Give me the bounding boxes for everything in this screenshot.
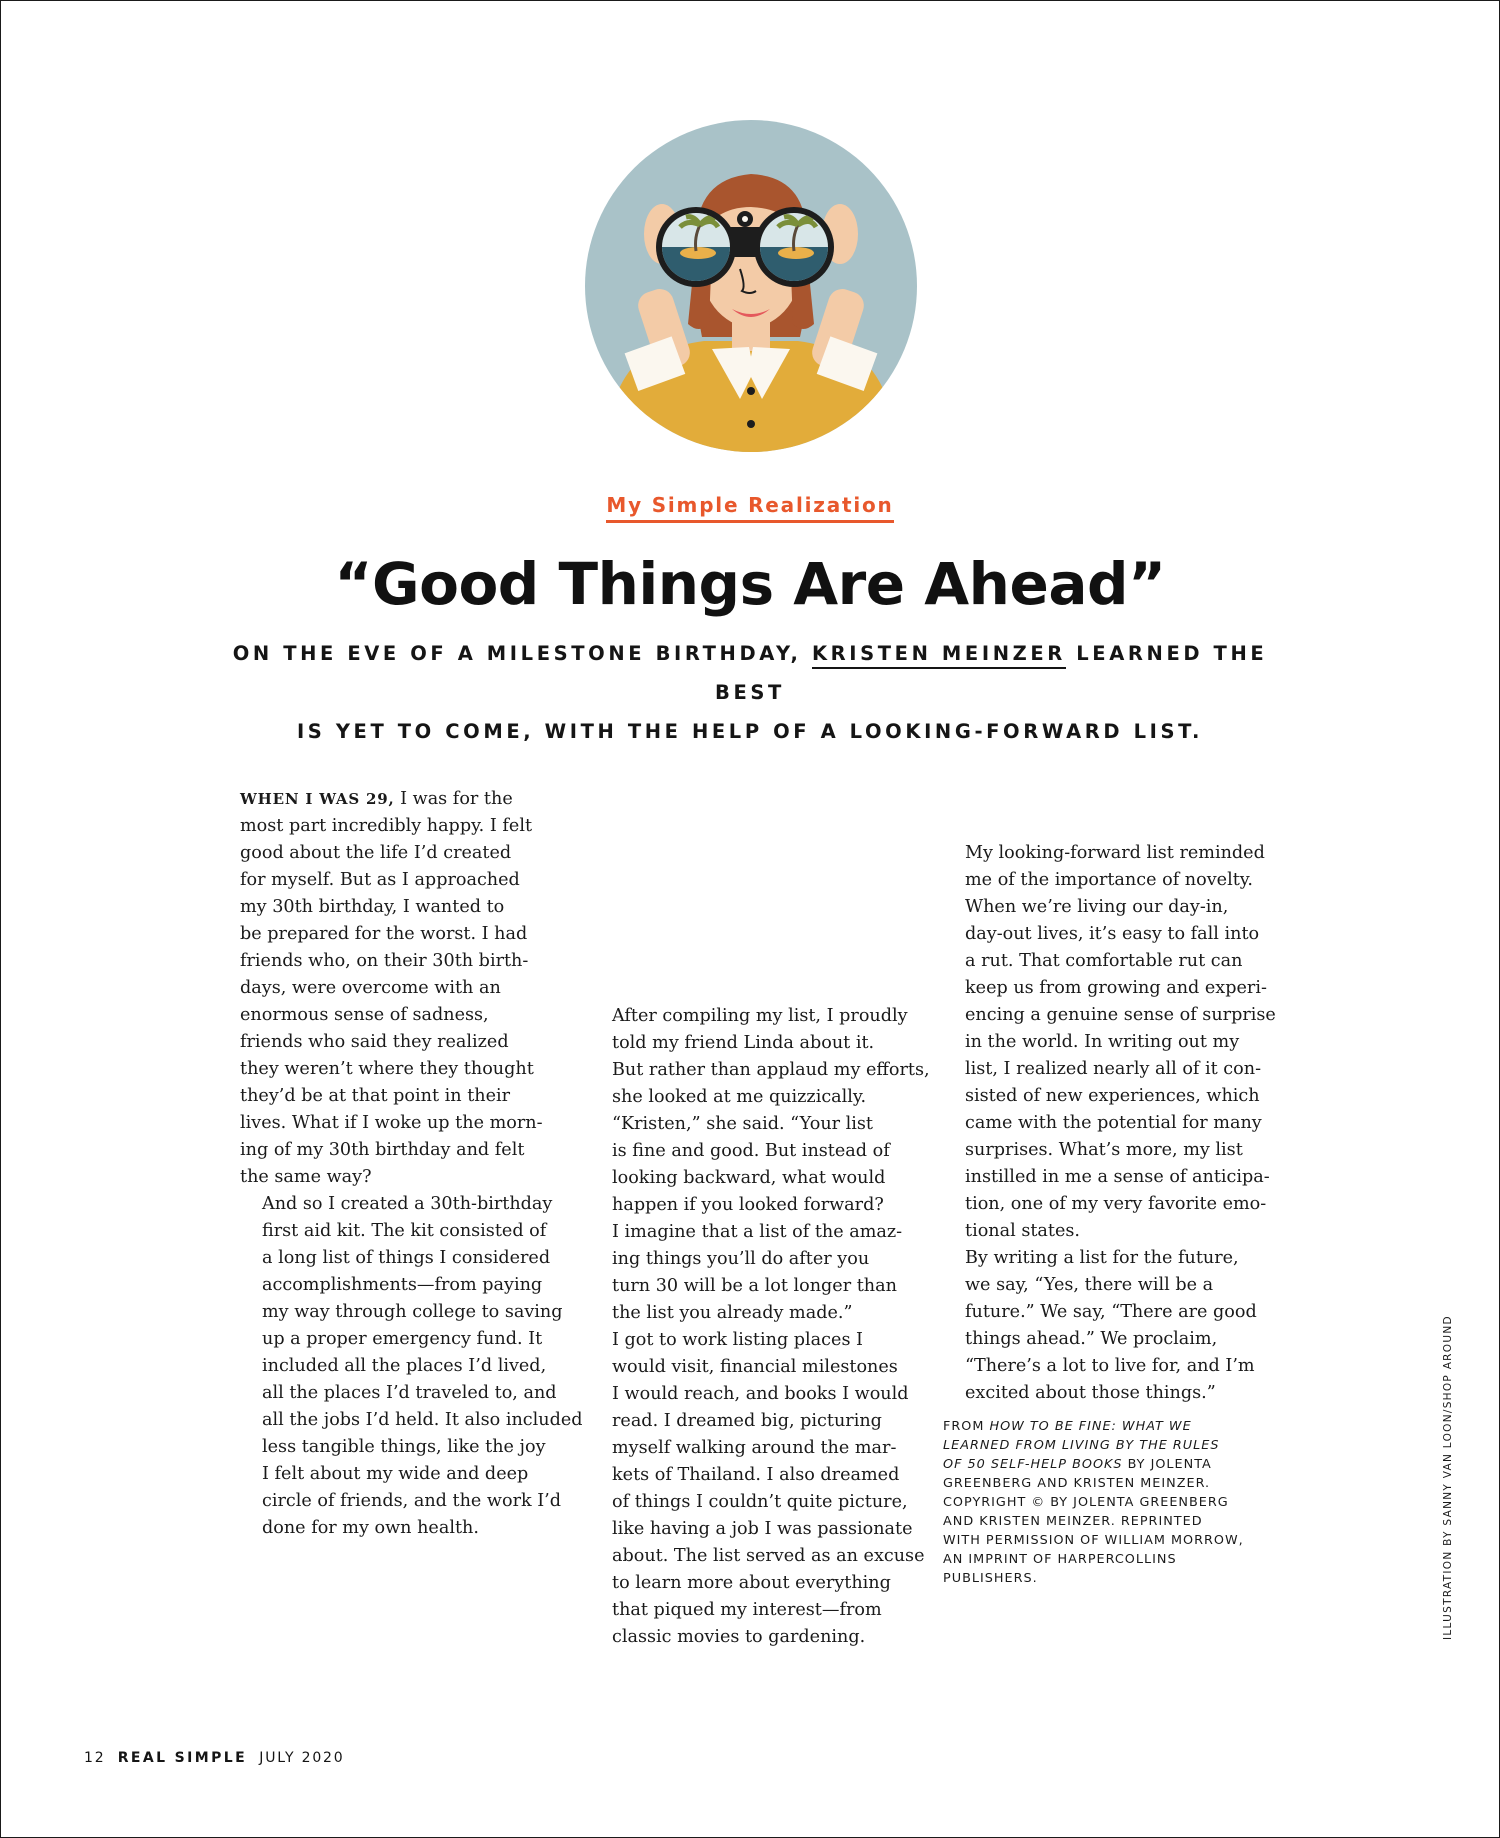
text-line: “There’s a lot to live for, and I’m xyxy=(965,1356,1255,1376)
section-kicker xyxy=(0,493,1500,523)
article-paragraph xyxy=(590,1111,920,1327)
page-number: 12 xyxy=(84,1750,106,1766)
text-line: And so I created a 30th-birthday xyxy=(262,1194,553,1214)
text-line: I felt about my wide and deep xyxy=(262,1464,529,1484)
text-line: my 30th birthday, I wanted to xyxy=(240,897,505,917)
text-line: But rather than applaud my efforts, xyxy=(612,1060,930,1080)
text-line: they’d be at that point in their xyxy=(240,1086,511,1106)
magazine-name: REAL SIMPLE xyxy=(117,1750,248,1766)
text-line: is fine and good. But instead of xyxy=(612,1141,890,1161)
article-column-3 xyxy=(943,840,1276,1588)
dek-part1: ON THE EVE OF A MILESTONE BIRTHDAY, xyxy=(232,642,802,665)
text-line: all the jobs I’d held. It also included xyxy=(262,1410,583,1430)
text-line: myself walking around the mar- xyxy=(612,1438,897,1458)
text-line: COPYRIGHT © BY JOLENTA GREENBERG xyxy=(943,1495,1229,1510)
text-line: things ahead.” We proclaim, xyxy=(965,1329,1218,1349)
text-line: done for my own health. xyxy=(262,1518,479,1538)
body-line xyxy=(240,786,570,813)
line-group xyxy=(943,840,1276,1245)
book-title: HOW TO BE FINE: WHAT WE xyxy=(989,1419,1192,1434)
text-line: a rut. That comfortable rut can xyxy=(965,951,1243,971)
article-column-2 xyxy=(590,1003,930,1651)
text-line: classic movies to gardening. xyxy=(612,1627,866,1647)
text-line: to learn more about everything xyxy=(612,1573,891,1593)
text-line: that piqued my interest—from xyxy=(612,1600,882,1620)
line-group xyxy=(590,1327,925,1651)
dek-line2: IS YET TO COME, WITH THE HELP OF A LOOKING-FORWARD LIST. xyxy=(296,720,1204,743)
line-group xyxy=(590,1003,930,1111)
text-line: lives. What if I woke up the morn- xyxy=(240,1113,543,1133)
text-line: first aid kit. The kit consisted of xyxy=(262,1221,547,1241)
text-line: PUBLISHERS. xyxy=(943,1571,1038,1586)
dek-author-name: KRISTEN MEINZER xyxy=(812,642,1066,669)
text-line: in the world. In writing out my xyxy=(965,1032,1240,1052)
credit-authors: BY JOLENTA xyxy=(1122,1457,1212,1472)
text-line: I imagine that a list of the amaz- xyxy=(612,1222,903,1242)
text-line: surprises. What’s more, my list xyxy=(965,1140,1243,1160)
text-line: keep us from growing and experi- xyxy=(965,978,1267,998)
text-line: future.” We say, “There are good xyxy=(965,1302,1257,1322)
text-line: days, were overcome with an xyxy=(240,978,501,998)
text-line: WITH PERMISSION OF WILLIAM MORROW, xyxy=(943,1533,1244,1548)
headline: “Good Things Are Ahead” xyxy=(334,550,1166,618)
lead-in: WHEN I WAS 29, xyxy=(240,790,395,808)
book-title: LEARNED FROM LIVING BY THE RULES xyxy=(943,1438,1220,1453)
article-column-1 xyxy=(240,786,583,1542)
illustration-credit: ILLUSTRATION BY SANNY VAN LOON/SHOP AROUND xyxy=(1442,1315,1454,1640)
text-line: I got to work listing places I xyxy=(612,1330,864,1350)
folio xyxy=(84,1750,344,1766)
text-line: about. The list served as an excuse xyxy=(612,1546,925,1566)
text-line: ing things you’ll do after you xyxy=(612,1249,870,1269)
text-line: After compiling my list, I proudly xyxy=(612,1006,908,1026)
text-line: AND KRISTEN MEINZER. REPRINTED xyxy=(943,1514,1203,1529)
source-credit xyxy=(943,1417,1273,1588)
text-line: excited about those things.” xyxy=(965,1383,1216,1403)
text-line: day-out lives, it’s easy to fall into xyxy=(965,924,1260,944)
body-text: I was for the xyxy=(394,789,513,809)
text-line: circle of friends, and the work I’d xyxy=(262,1491,562,1511)
text-line: By writing a list for the future, xyxy=(965,1248,1239,1268)
credit-line xyxy=(943,1417,1273,1436)
text-line: I would reach, and books I would xyxy=(612,1384,909,1404)
text-line: My looking-forward list reminded xyxy=(965,843,1265,863)
text-line: would visit, financial milestones xyxy=(612,1357,898,1377)
text-line: ing of my 30th birthday and felt xyxy=(240,1140,525,1160)
article-paragraph xyxy=(943,840,1276,1245)
kicker-text: My Simple Realization xyxy=(606,493,893,523)
text-line: included all the places I’d lived, xyxy=(262,1356,547,1376)
text-line: looking backward, what would xyxy=(612,1168,886,1188)
article-paragraph xyxy=(240,1191,583,1542)
issue-date: JULY 2020 xyxy=(259,1750,345,1766)
text-line: all the places I’d traveled to, and xyxy=(262,1383,557,1403)
text-line: my way through college to saving xyxy=(262,1302,563,1322)
text-line: AN IMPRINT OF HARPERCOLLINS xyxy=(943,1552,1177,1567)
text-line: told my friend Linda about it. xyxy=(612,1033,875,1053)
article-paragraph xyxy=(590,1327,925,1651)
text-line: kets of Thailand. I also dreamed xyxy=(612,1465,900,1485)
text-line: me of the importance of novelty. xyxy=(965,870,1253,890)
text-line: turn 30 will be a lot longer than xyxy=(612,1276,897,1296)
article-paragraph xyxy=(590,1003,930,1111)
text-line: we say, “Yes, there will be a xyxy=(965,1275,1214,1295)
dek xyxy=(200,634,1300,751)
text-line: instilled in me a sense of anticipa- xyxy=(965,1167,1270,1187)
text-line: friends who said they realized xyxy=(240,1032,509,1052)
text-line: encing a genuine sense of surprise xyxy=(965,1005,1276,1025)
text-line: she looked at me quizzically. xyxy=(612,1087,867,1107)
text-line: happen if you looked forward? xyxy=(612,1195,884,1215)
text-line: a long list of things I considered xyxy=(262,1248,551,1268)
text-line: accomplishments—from paying xyxy=(262,1275,543,1295)
text-line: GREENBERG AND KRISTEN MEINZER. xyxy=(943,1476,1211,1491)
text-line: most part incredibly happy. I felt xyxy=(240,816,533,836)
line-group xyxy=(240,1191,583,1542)
book-title: OF 50 SELF-HELP BOOKS xyxy=(943,1457,1123,1472)
text-line: less tangible things, like the joy xyxy=(262,1437,546,1457)
dek-part2: LEARNED THE BEST xyxy=(715,642,1268,704)
article-paragraph xyxy=(943,1245,1273,1407)
text-line: be prepared for the worst. I had xyxy=(240,924,528,944)
article-paragraph xyxy=(240,786,570,1191)
credit-line xyxy=(943,1436,1273,1455)
text-line: the list you already made.” xyxy=(612,1303,853,1323)
text-line: friends who, on their 30th birth- xyxy=(240,951,529,971)
credit-line xyxy=(943,1455,1273,1474)
text-line: of things I couldn’t quite picture, xyxy=(612,1492,908,1512)
credit-from: FROM xyxy=(943,1419,985,1434)
text-line: When we’re living our day-in, xyxy=(965,897,1229,917)
line-group xyxy=(943,1245,1273,1407)
line-group xyxy=(240,813,570,1191)
text-line: like having a job I was passionate xyxy=(612,1519,913,1539)
text-line: they weren’t where they thought xyxy=(240,1059,534,1079)
text-line: good about the life I’d created xyxy=(240,843,512,863)
text-line: the same way? xyxy=(240,1167,372,1187)
text-line: tional states. xyxy=(965,1221,1081,1241)
text-line: sisted of new experiences, which xyxy=(965,1086,1260,1106)
text-line: for myself. But as I approached xyxy=(240,870,520,890)
text-line: came with the potential for many xyxy=(965,1113,1262,1133)
text-line: tion, one of my very favorite emo- xyxy=(965,1194,1267,1214)
text-line: list, I realized nearly all of it con- xyxy=(965,1059,1262,1079)
text-line: read. I dreamed big, picturing xyxy=(612,1411,882,1431)
woman-with-binoculars-illustration xyxy=(584,119,918,453)
text-line: “Kristen,” she said. “Your list xyxy=(612,1114,874,1134)
credit-line-group xyxy=(943,1474,1273,1588)
text-line: up a proper emergency fund. It xyxy=(262,1329,543,1349)
text-line: enormous sense of sadness, xyxy=(240,1005,489,1025)
line-group xyxy=(590,1111,920,1327)
